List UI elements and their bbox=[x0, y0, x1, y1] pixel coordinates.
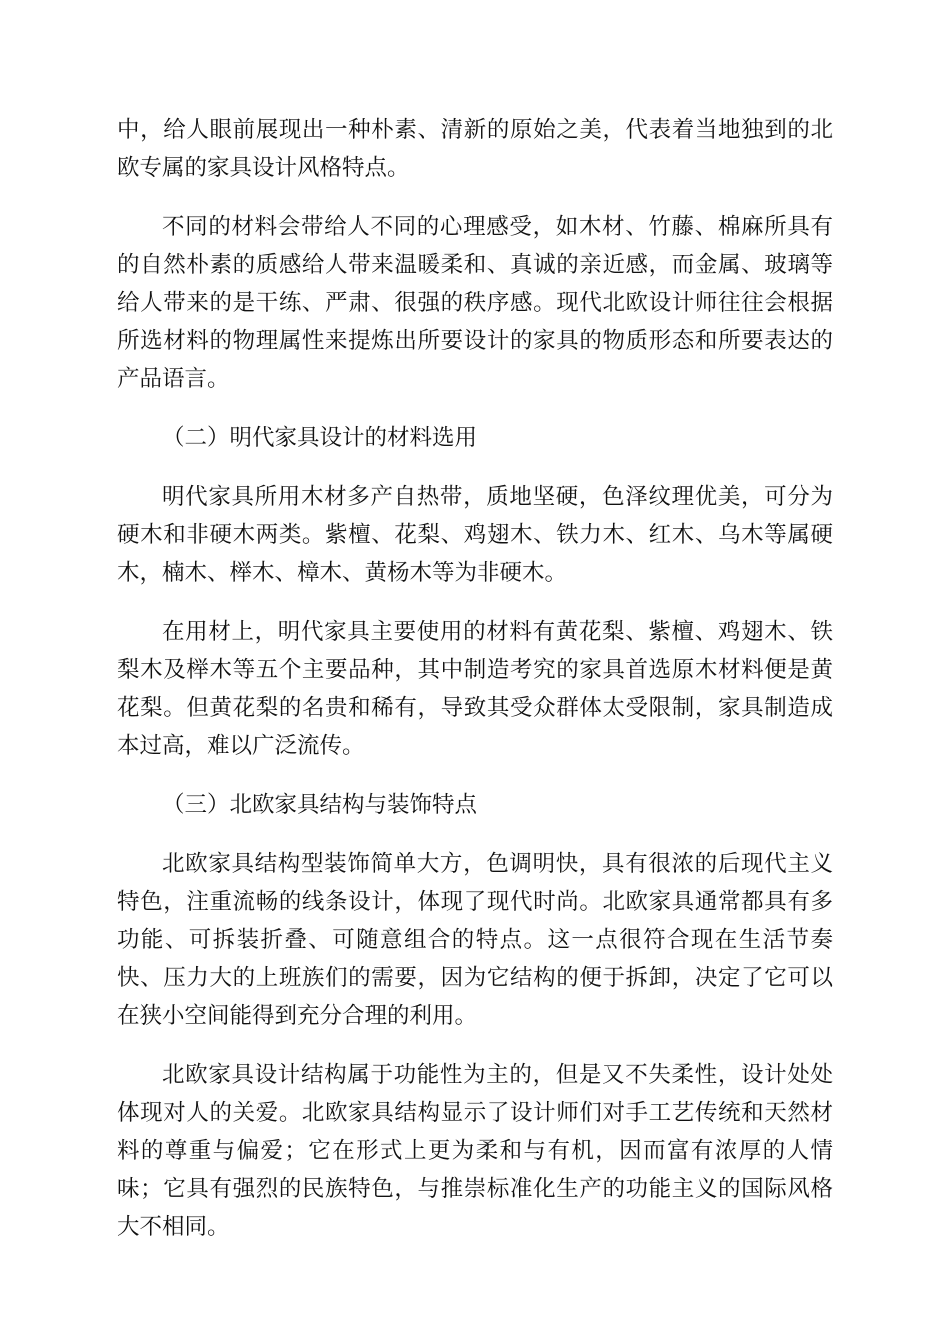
document-body bbox=[117, 111, 833, 1267]
paragraph-continuation: 中，给人眼前展现出一种朴素、清新的原始之美，代表着当地独到的北欧专属的家具设计风格特点。 bbox=[117, 117, 833, 181]
paragraph-material-feelings: 不同的材料会带给人不同的心理感受，如木材、竹藤、棉麻所具有的自然朴素的质感给人带来温暖柔和、真诚的亲近感，而金属、玻璃等给人带来的是干练、严肃、很强的秩序感。现代北欧设计师往往会根据所选材料的物理属性来提炼出所要设计的家具的物质形态和所要表达的产品语言。 bbox=[117, 214, 833, 392]
paragraph-nordic-structure: 北欧家具结构型装饰简单大方，色调明快，具有很浓的后现代主义特色，注重流畅的线条设计，体现了现代时尚。北欧家具通常都具有多功能、可拆装折叠、可随意组合的特点。这一点很符合现在生活节奏快、压力大的上班族们的需要，因为它结构的便于拆卸，决定了它可以在狭小空间能得到充分合理的利用。 bbox=[117, 851, 833, 1029]
paragraph-ming-wood-types: 明代家具所用木材多产自热带，质地坚硬，色泽纹理优美，可分为硬木和非硬木两类。紫檀、花梨、鸡翅木、铁力木、红木、乌木等属硬木，楠木、榉木、樟木、黄杨木等为非硬木。 bbox=[117, 484, 833, 586]
paragraph-ming-wood-usage: 在用材上，明代家具主要使用的材料有黄花梨、紫檀、鸡翅木、铁梨木及榉木等五个主要品种，其中制造考究的家具首选原木材料便是黄花梨。但黄花梨的名贵和稀有，导致其受众群体太受限制，家具制造成本过高，难以广泛流传。 bbox=[117, 619, 833, 759]
section-heading-ming-materials: （二）明代家具设计的材料选用 bbox=[162, 425, 478, 451]
section-heading-nordic-structure: （三）北欧家具结构与装饰特点 bbox=[162, 792, 478, 818]
paragraph-nordic-function: 北欧家具设计结构属于功能性为主的，但是又不失柔性，设计处处体现对人的关爱。北欧家具结构显示了设计师们对手工艺传统和天然材料的尊重与偏爱；它在形式上更为柔和与有机，因而富有浓厚的人情味；它具有强烈的民族特色，与推崇标准化生产的功能主义的国际风格大不相同。 bbox=[117, 1062, 833, 1240]
